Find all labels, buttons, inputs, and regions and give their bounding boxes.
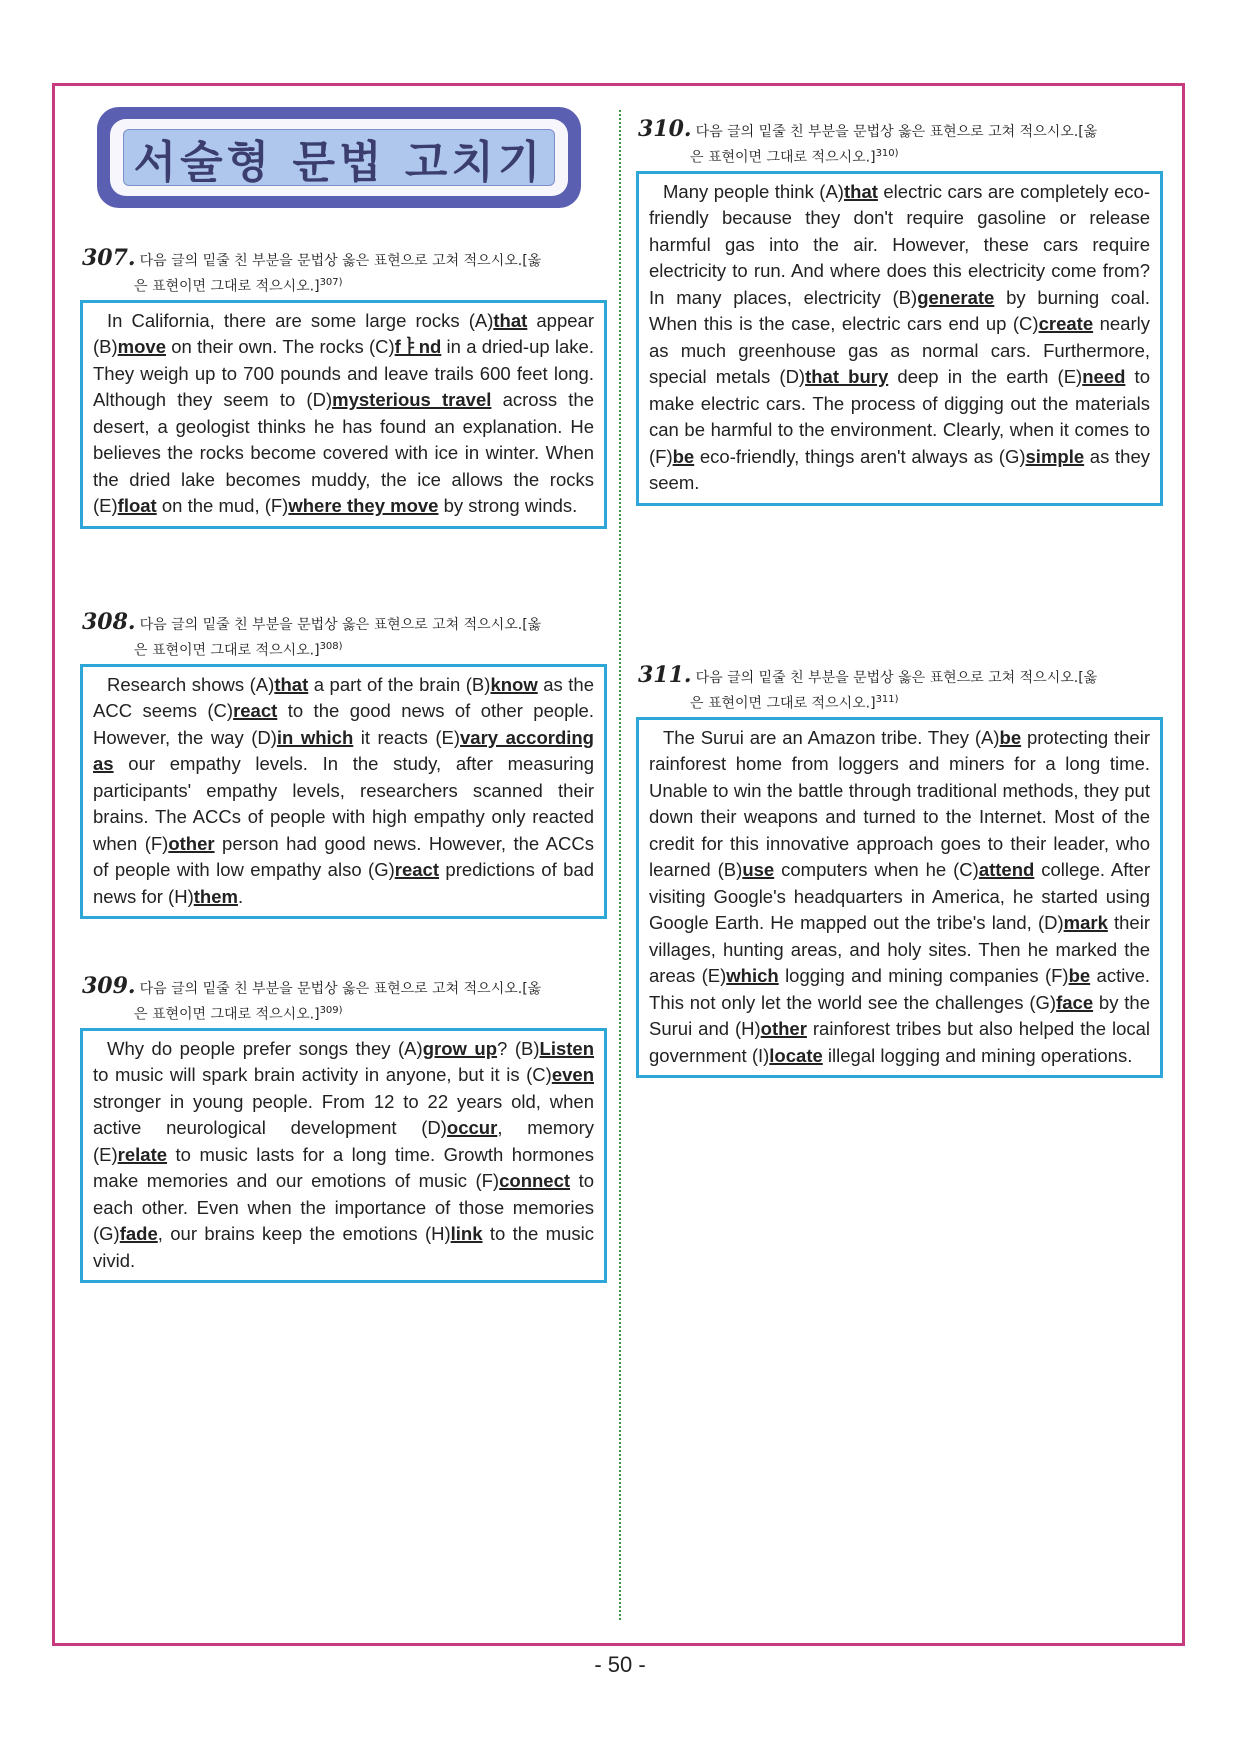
title-banner (97, 107, 581, 208)
instruction-line1: 다음 글의 밑줄 친 부분을 문법상 옳은 표현으로 고쳐 적으시오.[옳 (139, 617, 542, 633)
passage-segment: , memory (E) (93, 1117, 594, 1165)
passage-segment: , our brains keep the emotions (H) (157, 1223, 451, 1245)
instruction-line2: 은 표현이면 그대로 적으시오.] (690, 149, 876, 166)
page-number: - 50 - (594, 1652, 646, 1677)
underlined-phrase: that (274, 673, 309, 695)
instruction-line2: 은 표현이면 그대로 적으시오.] (134, 642, 320, 659)
underlined-phrase: attend (978, 859, 1035, 881)
passage-segment: by the Surui and (H) (649, 991, 1150, 1040)
underlined-phrase: face (1056, 991, 1094, 1013)
underlined-phrase: react (233, 700, 278, 722)
underlined-phrase: fㅑnd (394, 336, 442, 358)
question-header (82, 975, 607, 1026)
underlined-phrase: in which (276, 726, 354, 748)
question-header (638, 664, 1163, 715)
passage-segment: by strong winds. (438, 495, 578, 517)
passage-text (93, 672, 594, 911)
passage-segment: to make electric cars. The process of digging out the materials can be harmful to the environment. Clearly, when it comes to (F) (649, 366, 1150, 467)
underlined-phrase: other (168, 832, 215, 854)
underlined-phrase: that bury (805, 366, 889, 388)
passage-segment: on their own. The rocks (C) (166, 336, 395, 358)
passage-segment: rainforest tribes but also helped the local government (I) (649, 1018, 1151, 1066)
underlined-phrase: need (1082, 366, 1126, 388)
footnote-ref: 311) (875, 694, 899, 705)
underlined-phrase: be (999, 726, 1022, 748)
underlined-phrase: grow up (422, 1037, 498, 1059)
passage-segment: predictions of bad news for (H) (93, 859, 594, 907)
underlined-phrase: even (551, 1064, 594, 1086)
passage-segment: Many people think (A) (663, 180, 844, 202)
passage-segment: protecting their rainforest home from loggers and miners for a long time. Unable to win the battle through traditional methods, they put down their weapons and turned to the Internet. Most of the credit for this innovative approach goes to their leader, who learned (B) (649, 726, 1150, 881)
passage-segment: as they seem. (649, 445, 1150, 494)
question-309 (80, 975, 607, 1283)
footnote-ref: 310) (875, 148, 899, 159)
underlined-phrase: connect (499, 1170, 571, 1192)
question-number: 308. (82, 609, 136, 635)
underlined-phrase: Listen (539, 1037, 595, 1059)
question-header (82, 611, 607, 662)
page-title: 서술형 문법 고치기 (133, 136, 545, 188)
underlined-phrase: react (394, 859, 439, 881)
passage-segment: Research shows (A) (107, 673, 275, 695)
instruction-line1: 다음 글의 밑줄 친 부분을 문법상 옳은 표현으로 고쳐 적으시오.[옳 (139, 253, 542, 269)
underlined-phrase: relate (117, 1143, 168, 1165)
underlined-phrase: create (1038, 313, 1094, 335)
passage-text (93, 308, 594, 520)
passage-segment: person had good news. However, the ACCs of people with low empathy also (G) (93, 832, 594, 881)
underlined-phrase: know (490, 673, 538, 695)
passage-segment: to the good news of other people. However, the way (D) (93, 700, 594, 748)
passage-segment: nearly as much greenhouse gas as normal cars. Furthermore, special metals (D) (649, 313, 1150, 388)
underlined-phrase: that (493, 309, 528, 331)
question-number: 307. (82, 245, 136, 271)
passage-segment: logging and mining companies (F) (778, 965, 1069, 987)
passage-segment: ? (B) (497, 1037, 540, 1059)
instruction-line2: 은 표현이면 그대로 적으시오.] (134, 1006, 320, 1023)
underlined-phrase: occur (446, 1117, 498, 1139)
underlined-phrase: link (450, 1223, 483, 1245)
question-header (638, 118, 1163, 169)
passage-segment: in a dried-up lake. They weigh up to 700 pounds and leave trails 600 feet long. Although they seem to (D) (93, 336, 594, 411)
passage-segment: it reacts (E) (353, 726, 461, 748)
underlined-phrase: other (760, 1018, 807, 1040)
instruction-line1: 다음 글의 밑줄 친 부분을 문법상 옳은 표현으로 고쳐 적으시오.[옳 (139, 981, 542, 997)
passage-segment: their villages, hunting areas, and holy sites. Then he marked the areas (E) (649, 912, 1150, 987)
underlined-phrase: that (843, 180, 878, 202)
passage-segment: Why do people prefer songs they (A) (107, 1037, 423, 1059)
passage-segment: to music will spark brain activity in anyone, but it is (C) (93, 1064, 552, 1086)
passage-box (636, 171, 1163, 506)
instruction-line2: 은 표현이면 그대로 적으시오.] (134, 278, 320, 295)
passage-segment: across the desert, a geologist thinks he has found an explanation. He believes the rocks become covered with ice in winter. When the dried lake becomes muddy, the ice allows the rocks (E) (93, 389, 594, 517)
underlined-phrase: be (672, 445, 695, 467)
passage-segment: electric cars are completely eco-friendly because they don't require gasoline or release harmful gas into the air. However, these cars require electricity to run. And where does this electricity come from? In many places, electricity (B) (649, 180, 1151, 308)
underlined-phrase: move (117, 336, 166, 358)
passage-box (80, 664, 607, 920)
title-banner-core (123, 129, 555, 186)
footnote-ref: 308) (319, 641, 343, 652)
question-number: 309. (82, 973, 136, 999)
passage-box (80, 300, 607, 529)
passage-text (93, 1036, 594, 1275)
passage-text (649, 725, 1150, 1070)
passage-segment: . (237, 885, 244, 907)
underlined-phrase: be (1068, 965, 1091, 987)
passage-segment: In California, there are some large rocks (A) (107, 309, 494, 331)
passage-segment: a part of the brain (B) (308, 673, 491, 695)
passage-segment: as the ACC seems (C) (93, 673, 595, 722)
passage-segment: The Surui are an Amazon tribe. They (A) (663, 726, 1000, 748)
passage-segment: on the mud, (F) (156, 495, 289, 517)
question-308 (80, 611, 607, 919)
passage-text (649, 179, 1150, 497)
passage-box (80, 1028, 607, 1284)
underlined-phrase: simple (1025, 445, 1085, 467)
passage-segment: computers when he (C) (774, 859, 979, 881)
question-number: 310. (638, 116, 692, 142)
passage-segment: by burning coal. When this is the case, electric cars end up (C) (649, 286, 1150, 335)
underlined-phrase: vary according as (93, 726, 594, 775)
footnote-ref: 309) (319, 1005, 343, 1016)
passage-segment: appear (B) (93, 309, 594, 358)
underlined-phrase: use (742, 859, 775, 881)
passage-segment: college. After visiting Google's headquarters in America, he started using Google Earth. He mapped out the tribe's land, (D) (649, 859, 1150, 934)
column-divider (619, 110, 621, 1620)
question-311 (636, 664, 1163, 1078)
underlined-phrase: mysterious travel (332, 389, 492, 411)
underlined-phrase: fade (119, 1223, 158, 1245)
passage-segment: eco-friendly, things aren't always as (G) (694, 445, 1026, 467)
passage-segment: stronger in young people. From 12 to 22 years old, when active neurological development (D) (93, 1090, 594, 1139)
passage-segment: to the music vivid. (93, 1223, 594, 1271)
passage-segment: to music lasts for a long time. Growth hormones make memories and our emotions of music (F) (93, 1143, 594, 1192)
question-310 (636, 118, 1163, 506)
instruction-line1: 다음 글의 밑줄 친 부분을 문법상 옳은 표현으로 고쳐 적으시오.[옳 (695, 670, 1098, 686)
underlined-phrase: float (117, 495, 157, 517)
passage-segment: our empathy levels. In the study, after measuring participants' empathy levels, researchers scanned their brains. The ACCs of people with high empathy only reacted when (F) (93, 753, 594, 854)
underlined-phrase: generate (917, 286, 995, 308)
underlined-phrase: them (193, 885, 238, 907)
passage-box (636, 717, 1163, 1079)
instruction-line1: 다음 글의 밑줄 친 부분을 문법상 옳은 표현으로 고쳐 적으시오.[옳 (695, 124, 1098, 140)
underlined-phrase: which (726, 965, 779, 987)
passage-segment: deep in the earth (E) (888, 366, 1083, 388)
question-number: 311. (638, 662, 692, 688)
underlined-phrase: locate (769, 1044, 823, 1066)
underlined-phrase: mark (1063, 912, 1108, 934)
footnote-ref: 307) (319, 277, 343, 288)
question-header (82, 247, 607, 298)
passage-segment: active. This not only let the world see the challenges (G) (649, 965, 1151, 1013)
question-307 (80, 247, 607, 529)
passage-segment: illegal logging and mining operations. (822, 1044, 1133, 1066)
passage-segment: to each other. Even when the importance of those memories (G) (93, 1170, 594, 1245)
instruction-line2: 은 표현이면 그대로 적으시오.] (690, 695, 876, 712)
underlined-phrase: where they move (288, 495, 439, 517)
title-banner-inner (110, 119, 568, 196)
